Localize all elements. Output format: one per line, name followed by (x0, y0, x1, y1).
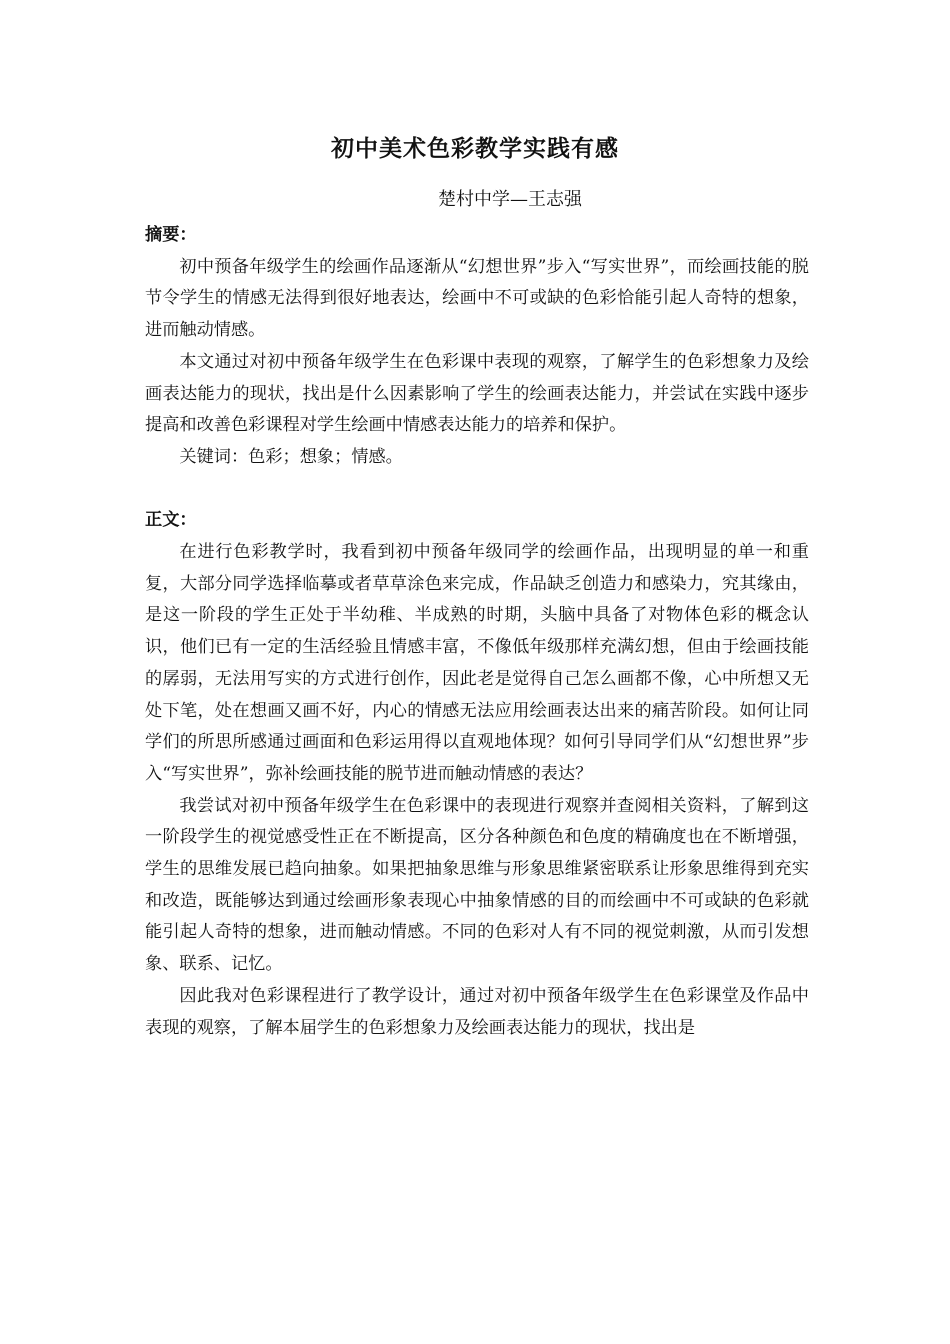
section-spacer (145, 474, 809, 506)
document-title: 初中美术色彩教学实践有感 (331, 135, 619, 162)
document-body (145, 220, 809, 1044)
abstract-paragraph: 初中预备年级学生的绘画作品逐渐从“幻想世界”步入“写实世界”，而绘画技能的脱节令学生的情感无法得到很好地表达，绘画中不可或缺的色彩恰能引起人奇特的想象，进而触动情感。 (145, 256, 809, 341)
abstract-heading: 摘要： (145, 225, 197, 245)
document-author: 楚村中学—王志强 (438, 189, 582, 210)
body-paragraph: 在进行色彩教学时，我看到初中预备年级同学的绘画作品，出现明显的单一和重复，大部分同学选择临摹或者草草涂色来完成，作品缺乏创造力和感染力，究其缘由，是这一阶段的学生正处于半幼稚、半成熟的时期，头脑中具备了对物体色彩的概念认识，他们已有一定的生活经验且情感丰富，不像低年级那样充满幻想，但由于绘画技能的孱弱，无法用写实的方式进行创作，因此老是觉得自己怎么画都不像，心中所想又无处下笔，处在想画又画不好，内心的情感无法应用绘画表达出来的痛苦阶段。如何让同学们的所思所感通过画面和色彩运用得以直观地体现？如何引导同学们从“幻想世界”步入“写实世界”，弥补绘画技能的脱节进而触动情感的表达？ (145, 542, 809, 784)
keywords-line: 关键词：色彩；想象；情感。 (179, 446, 403, 467)
body-paragraph: 我尝试对初中预备年级学生在色彩课中的表现进行观察并查阅相关资料，了解到这一阶段学生的视觉感受性正在不断提高，区分各种颜色和色度的精确度也在不断增强，学生的思维发展已趋向抽象。如果把抽象思维与形象思维紧密联系让形象思维得到充实和改造，既能够达到通过绘画形象表现心中抽象情感的目的而绘画中不可或缺的色彩就能引起人奇特的想象，进而触动情感。不同的色彩对人有不同的视觉刺激，从而引发想象、联系、记忆。 (145, 795, 809, 975)
body-paragraph: 因此我对色彩课程进行了教学设计，通过对初中预备年级学生在色彩课堂及作品中表现的观察，了解本届学生的色彩想象力及绘画表达能力的现状，找出是 (145, 985, 809, 1038)
abstract-paragraph: 本文通过对初中预备年级学生在色彩课中表现的观察，了解学生的色彩想象力及绘画表达能力的现状，找出是什么因素影响了学生的绘画表达能力，并尝试在实践中逐步提高和改善色彩课程对学生绘画中情感表达能力的培养和保护。 (145, 351, 809, 436)
body-heading: 正文： (145, 510, 197, 531)
